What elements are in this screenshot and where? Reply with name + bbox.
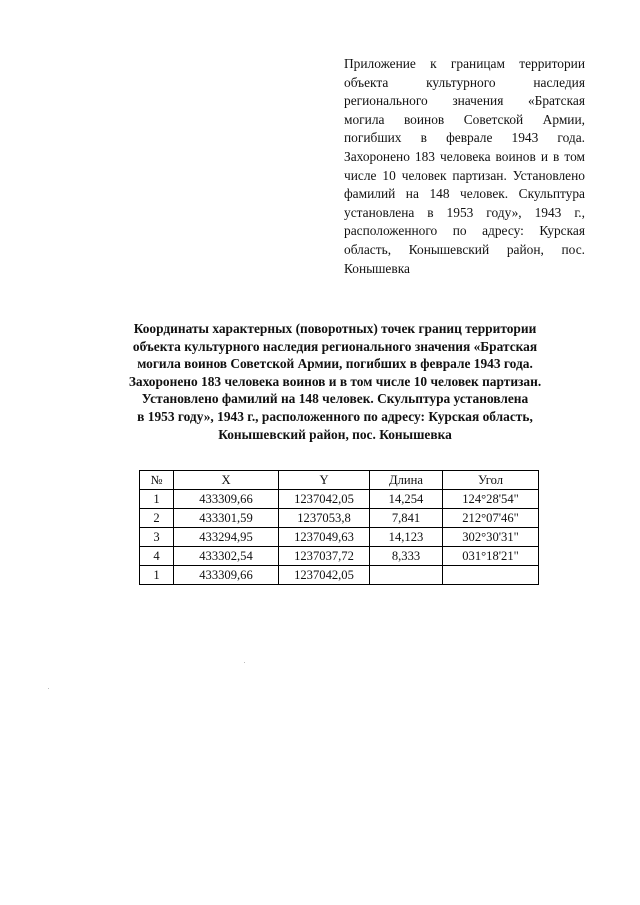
cell-number: 1 (140, 490, 174, 509)
header-angle: Угол (443, 471, 539, 490)
header-number: № (140, 471, 174, 490)
title-line: объекта культурного наследия регионального значения «Братская (132, 338, 538, 354)
cell-y: 1237049,63 (279, 528, 370, 547)
cell-length: 14,123 (370, 528, 443, 547)
coordinates-table (139, 470, 539, 585)
cell-angle: 212°07'46" (443, 509, 539, 528)
cell-angle (443, 566, 539, 585)
document-title (95, 320, 575, 443)
cell-x: 433301,59 (174, 509, 279, 528)
cell-y: 1237037,72 (279, 547, 370, 566)
cell-y: 1237042,05 (279, 566, 370, 585)
cell-angle: 302°30'31" (443, 528, 539, 547)
title-line: Установлено фамилий на 148 человек. Скульптура установлена (141, 391, 529, 407)
cell-x: 433302,54 (174, 547, 279, 566)
title-line: в 1953 году», 1943 г., расположенного по адресу: Курская область, (137, 408, 533, 424)
cell-number: 4 (140, 547, 174, 566)
cell-length: 8,333 (370, 547, 443, 566)
cell-y: 1237042,05 (279, 490, 370, 509)
cell-x: 433294,95 (174, 528, 279, 547)
cell-y: 1237053,8 (279, 509, 370, 528)
title-line: Координаты характерных (поворотных) точек границ территории (133, 321, 537, 336)
cell-number: 3 (140, 528, 174, 547)
cell-length: 7,841 (370, 509, 443, 528)
table-row (140, 490, 539, 509)
cell-x: 433309,66 (174, 566, 279, 585)
header-length: Длина (370, 471, 443, 490)
cell-number: 2 (140, 509, 174, 528)
cell-angle: 031°18'21" (443, 547, 539, 566)
table-row (140, 547, 539, 566)
cell-length (370, 566, 443, 585)
cell-length: 14,254 (370, 490, 443, 509)
title-line: Захоронено 183 человека воинов и в том числе 10 человек партизан. (128, 373, 542, 389)
table-header-row (140, 471, 539, 490)
header-x: X (174, 471, 279, 490)
table-row (140, 528, 539, 547)
table-row (140, 566, 539, 585)
cell-angle: 124°28'54" (443, 490, 539, 509)
table-row (140, 509, 539, 528)
cell-x: 433309,66 (174, 490, 279, 509)
title-line: могила воинов Советской Армии, погибших в феврале 1943 года. (137, 356, 533, 372)
title-line: Конышевский район, пос. Конышевка (218, 426, 452, 442)
cell-number: 1 (140, 566, 174, 585)
header-y: Y (279, 471, 370, 490)
scan-speck (48, 688, 49, 689)
appendix-note: Приложение к границам территории объекта культурного наследия регионального значения «Братская могила воинов Советской Армии, погибших в феврале 1943 года. Захоронено 183 человека воинов и в том числе 10 человек партизан. Установлено фамилий на 148 человек. Скульптура установлена в 1953 году», 1943 г., расположенного по адресу: Курская область, Конышевский район, пос. Конышевка (344, 56, 585, 276)
scan-speck (244, 662, 245, 663)
